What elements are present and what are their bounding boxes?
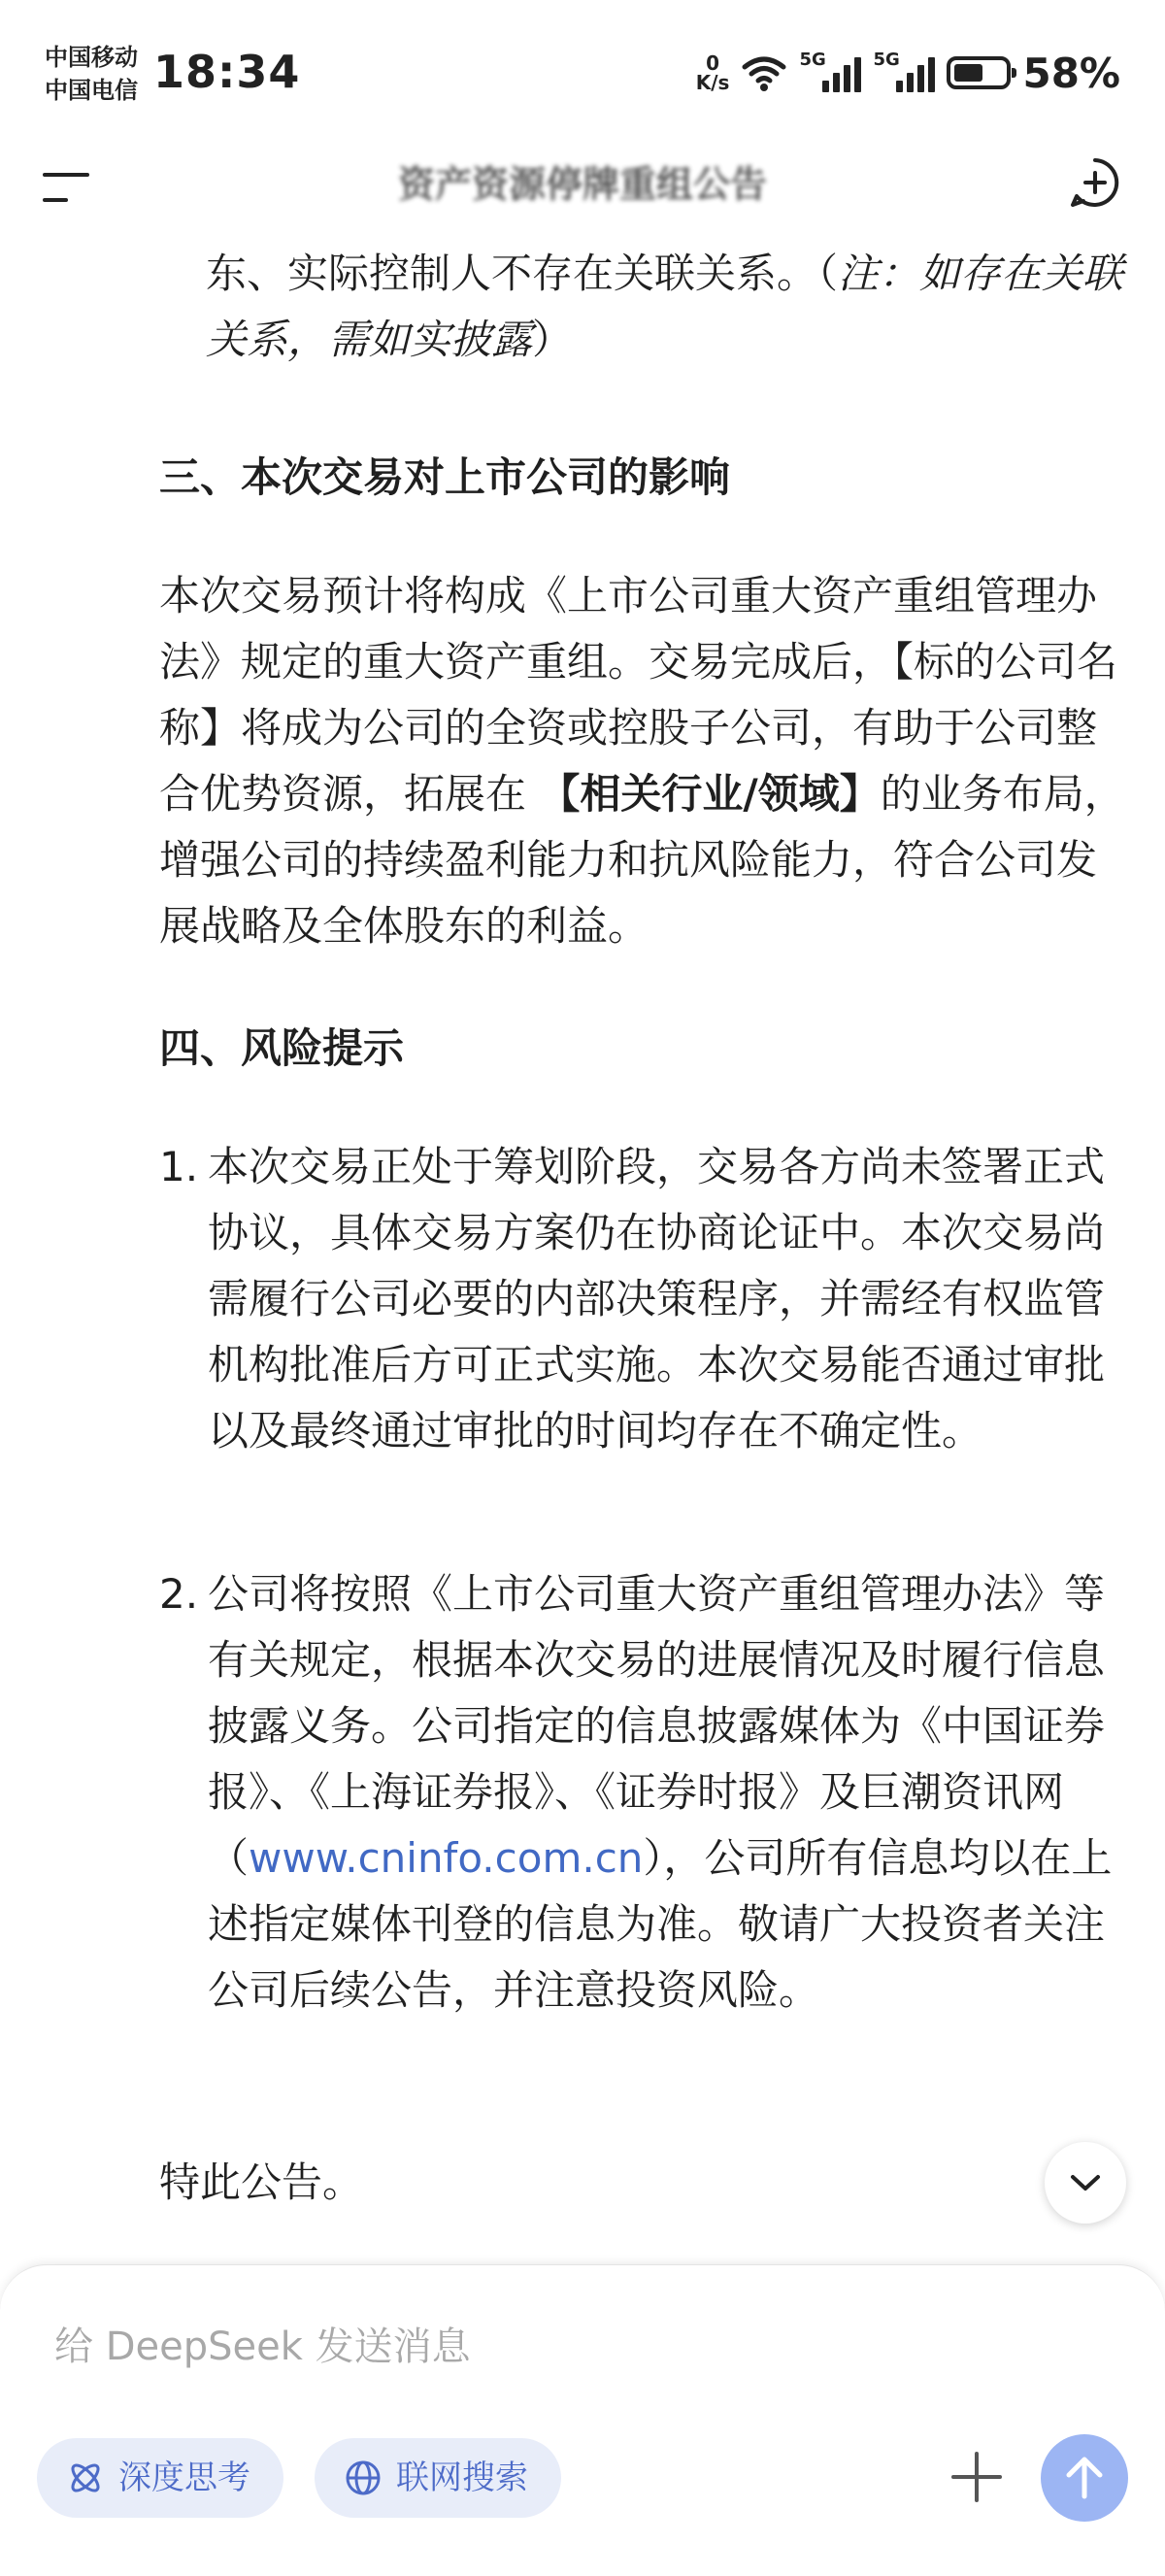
related-party-text: 东、实际控制人不存在关联关系。（ [206,250,839,297]
list-item-text: 本次交易正处于筹划阶段，交易各方尚未签署正式协议，具体交易方案仍在协商论证中。本次交易尚需履行公司必要的内部决策程序，并需经有权监管机构批准后方可正式实施。本次交易能否通过审批以及最终通过审批的时间均存在不确定性。 [208,1143,1106,1455]
status-icons [696,47,1120,99]
arrow-up-icon [1063,2456,1106,2500]
section-3-text-2: 的业务布局，增强公司的持续盈利能力和抗风险能力，符合公司发展战略及全体股东的利益。 [159,770,1125,950]
list-item-text-b: ），公司所有信息均以在上述指定媒体刊登的信息为准。敬请广大投资者关注公司后续公告，并注意投资风险。 [208,1834,1113,2014]
conversation-title[interactable]: 资产资源停牌重组公告 [397,163,767,206]
section-3-bold: 【相关行业/领域】 [539,770,881,818]
section-3-text-1: 本次交易预计将构成《上市公司重大资产重组管理办法》规定的重大资产重组。交易完成后，【标的公司名称】将成为公司的全资或控股子公司，有助于公司整合优势资源，拓展在 [159,572,1118,818]
section-3-heading: 三、本次交易对上市公司的影响 [159,453,731,501]
net-speed-unit: K/s [695,71,730,94]
web-search-label: 联网搜索 [396,2459,528,2497]
menu-icon[interactable] [43,167,91,206]
list-item-text [208,1561,1132,2024]
section-4-heading: 四、风险提示 [159,1024,405,1072]
closing-line: 特此公告。 [159,2158,364,2206]
scroll-to-bottom-button[interactable] [1045,2142,1126,2224]
sim2-label: 5G [873,50,900,70]
section-3-body [159,563,1130,959]
list-item-number: 2. [159,1570,199,1618]
attach-plus-icon[interactable] [949,2450,1004,2504]
list-item-number: 1. [159,1143,199,1190]
wifi-icon [741,53,787,92]
carrier-1: 中国移动 [45,44,138,71]
related-party-para [206,241,1138,373]
related-party-note: 注：如存在关联关系，需如实披露 [206,250,1124,363]
web-search-toggle[interactable] [315,2438,561,2518]
net-speed [696,53,730,92]
signal-1-icon [799,50,861,92]
chat-content[interactable] [0,146,1165,2272]
new-chat-icon[interactable] [1068,155,1122,210]
app-header [0,146,1165,223]
globe-icon [344,2459,383,2497]
status-bar [0,0,1165,146]
cninfo-link[interactable]: www.cninfo.com.cn [249,1834,644,1882]
send-button[interactable] [1041,2434,1128,2522]
carrier-2: 中国电信 [45,77,138,104]
signal-2-icon [873,50,935,92]
list-item-text-a: 公司将按照《上市公司重大资产重组管理办法》等有关规定，根据本次交易的进展情况及时履行信息披露义务。公司指定的信息披露媒体为《中国证券报》、《上海证券报》、《证券时报》及巨潮资讯网（ [208,1570,1106,1882]
carrier-names [45,41,138,107]
deep-think-label: 深度思考 [118,2459,250,2497]
message-composer [0,2264,1165,2576]
clock: 18:34 [153,46,301,98]
related-party-close: ） [532,316,574,363]
message-input[interactable]: 给 DeepSeek 发送消息 [54,2325,471,2369]
battery-icon [947,56,1011,89]
battery-percent: 58% [1022,49,1120,97]
battery-fill [954,64,982,82]
chevron-down-icon [1069,2172,1102,2193]
atom-icon [66,2459,105,2497]
deep-think-toggle[interactable] [37,2438,283,2518]
sim1-label: 5G [799,50,826,70]
net-speed-value: 0 [706,51,720,75]
